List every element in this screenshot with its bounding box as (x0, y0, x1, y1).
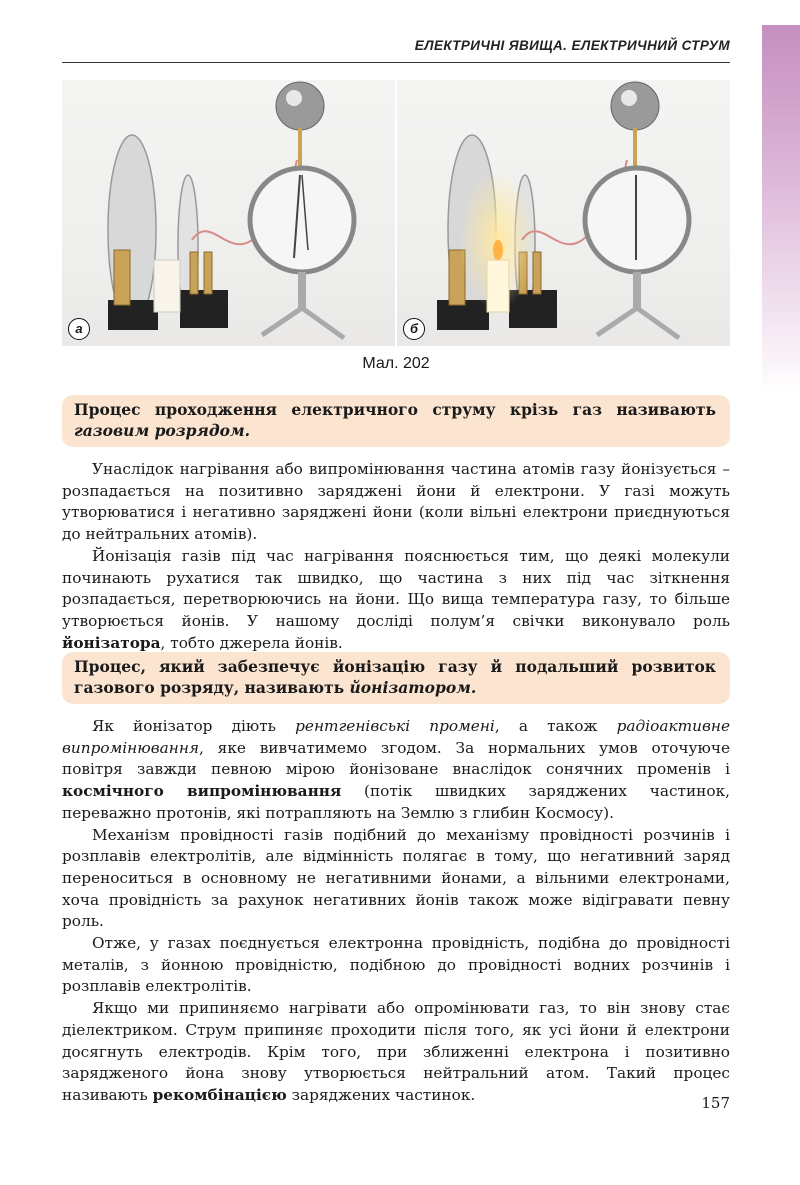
running-header: ЕЛЕКТРИЧНІ ЯВИЩА. ЕЛЕКТРИЧНИЙ СТРУМ (62, 38, 730, 63)
paragraph: Унаслідок нагрівання або випромінювання частина атомів газу йонізується – розпадається на позитивно заряджені йони й електрони. У газі можуть утворюватися і негативно заряджені йони (коли вільні електрони приєднуються до нейтральних атомів). (62, 460, 730, 544)
paragraph: Як йонізатор діють рентгенівські промені, а також радіоактивне випромінювання, яке вивчатимемо згодом. За нормальних умов оточуюче повітря завжди певною мірою йонізоване внаслідок сонячних променів і космічного випромінювання (потік швидких заряджених частинок, переважно протонів, які потрапляють на Землю з глибин Космосу). (62, 717, 730, 822)
figure-202 (62, 80, 730, 346)
electroscope-apparatus-illustration (62, 80, 395, 346)
paragraph: Якщо ми припиняємо нагрівати або опромінювати газ, то він знову стає діелектриком. Струм припиняє проходити після того, як усі йони й електрони досягнуть електродів. Крім того, при зближенні електрона і позитивно зарядженого йона знову утворюється нейтральний атом. Такий процес називають рекомбінацією заряджених частинок. (62, 999, 730, 1104)
definition-gas-discharge (62, 395, 730, 447)
photo-panel-a (62, 80, 395, 346)
panel-label-b: б (403, 318, 425, 340)
definition-text: Процес, який забезпечує йонізацію газу й подальший розвиток газового розряду, називають (74, 657, 716, 697)
body-text-block-2 (62, 716, 730, 1107)
definition-term: йонізатором. (349, 678, 477, 697)
definition-ionizer (62, 652, 730, 704)
definition-term: газовим розрядом. (74, 421, 251, 440)
chapter-side-tab (762, 25, 800, 395)
paragraph: Йонізація газів під час нагрівання пояснюється тим, що деякі молекули починають рухатися так швидко, що частина з них під час зіткнення розпадається, перетворюючись на йони. Що вища температура газу, то більше утворюється йонів. У нашому досліді полум’я свічки виконувало роль йонізатора, тобто джерела йонів. (62, 546, 730, 652)
photo-panel-b (397, 80, 730, 346)
electroscope-with-candle-illustration (397, 80, 730, 346)
body-text-block-1 (62, 459, 730, 654)
figure-caption: Мал. 202 (362, 355, 430, 372)
definition-text: Процес проходження електричного струму крізь газ називають (74, 400, 716, 419)
paragraph: Механізм провідності газів подібний до механізму провідності розчинів і розплавів електролітів, але відмінність полягає в тому, що негативний заряд переноситься в основному не негативними йонами, а вільними електронами, хоча провідність за рахунок негативних йонів також може відігравати певну роль. (62, 825, 730, 931)
panel-label-a: а (68, 318, 90, 340)
paragraph: Отже, у газах поєднується електронна провідність, подібна до провідності металів, з йонною провідністю, подібною до провідності водних розчинів і розплавів електролітів. (62, 934, 730, 996)
page-number: 157 (701, 1094, 730, 1112)
